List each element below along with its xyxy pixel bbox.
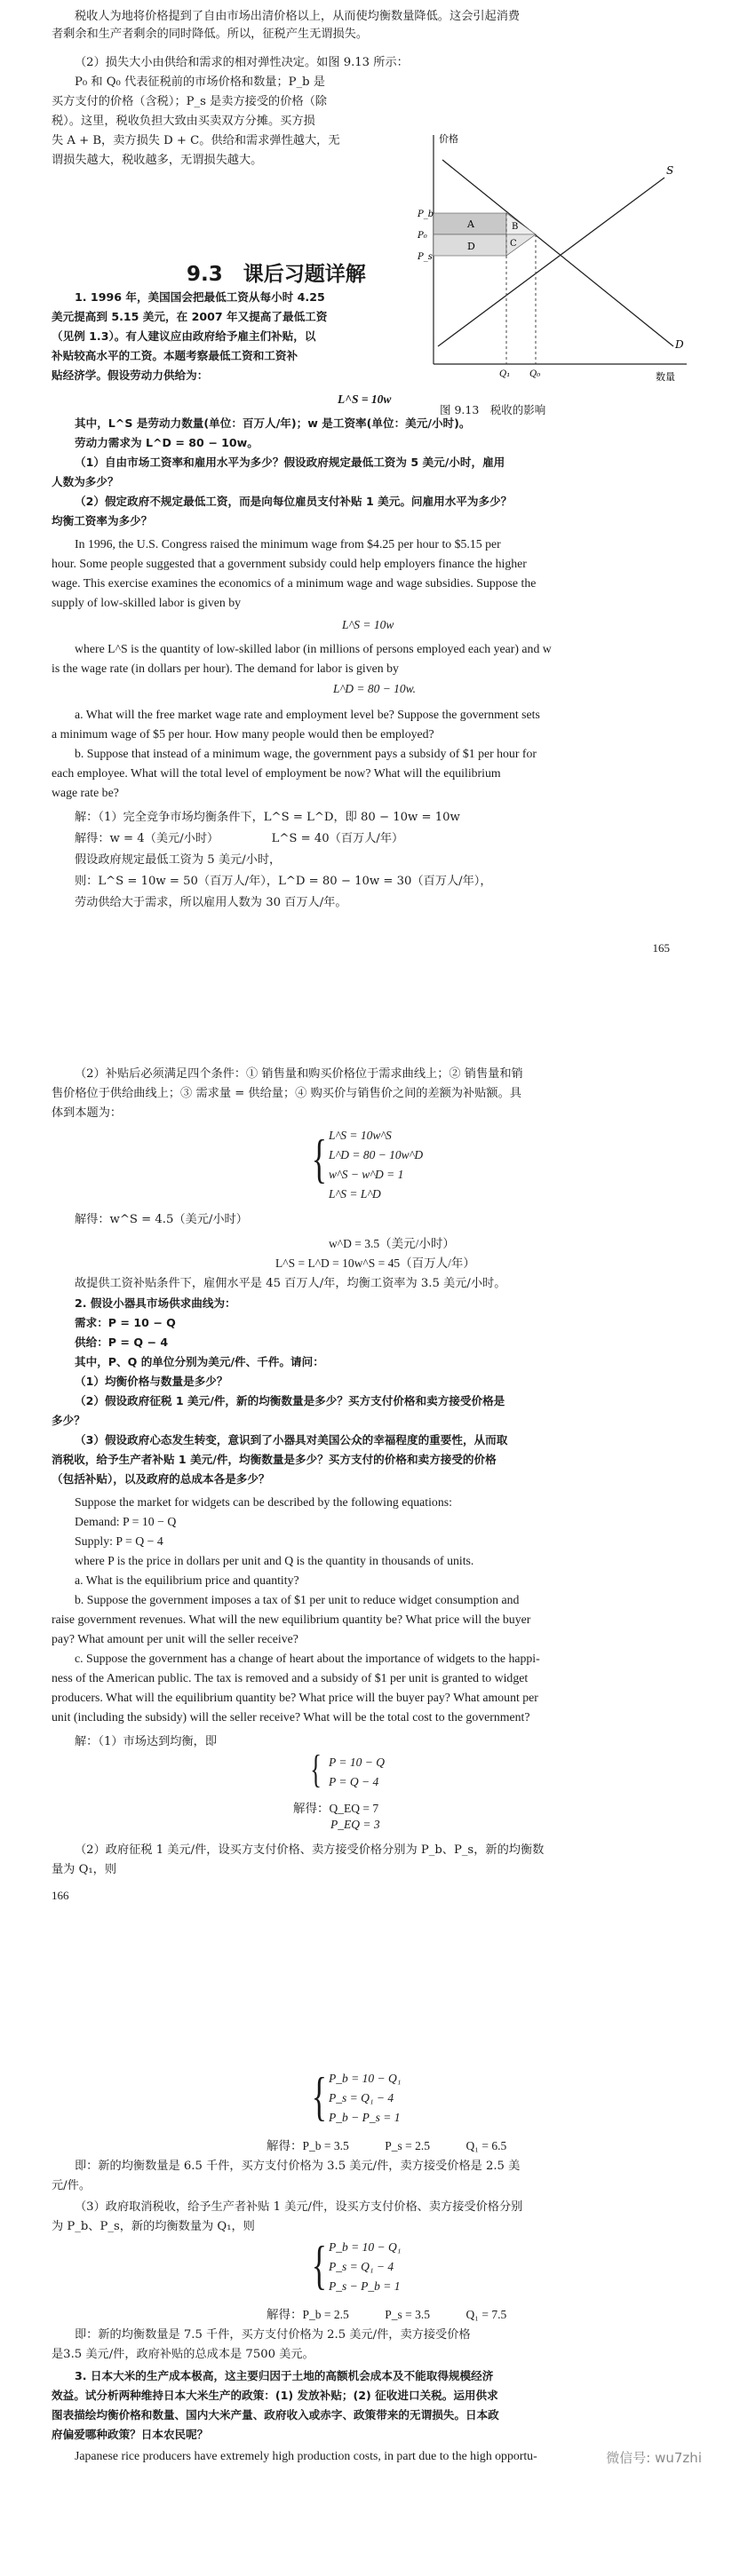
equation: L^D = 80 − 10w. <box>333 682 417 695</box>
text-line: （包括补贴），以及政府的总成本各是多少？ <box>52 1472 270 1486</box>
text-line: （2）假定政府不规定最低工资，而是向每位雇员支付补贴 1 美元。问雇用水平为多少？ <box>75 495 513 508</box>
ps-label: P_s <box>418 252 433 262</box>
equation: 解得：P_b = 3.5 P_s = 2.5 Q₁ = 6.5 <box>267 2139 507 2152</box>
brace: { <box>311 2067 328 2126</box>
text-line: 故提供工资补贴条件下，雇佣水平是 45 百万人/年，均衡工资率为 3.5 美元/小时。 <box>75 1277 506 1290</box>
text-line: （3）假设政府心态发生转变，意识到了小器具对美国公众的幸福程度的重要性，从而取 <box>75 1433 508 1447</box>
text-line: （2）损失大小由供给和需求的相对弹性决定。如图 9.13 所示： <box>75 56 409 69</box>
equation: L^S = 10w <box>342 618 394 631</box>
page-gap <box>0 2038 732 2065</box>
text-line: 元/件。 <box>52 2179 92 2192</box>
supply-curve <box>438 178 664 346</box>
demand-label: D <box>675 338 684 351</box>
text-line: each employee. What will the total level of employment be now? What will the equilibrium <box>52 766 501 780</box>
text-line: 谓损失越大，税收越多，无谓损失越大。 <box>52 154 263 167</box>
text-line: 多少？ <box>52 1414 85 1427</box>
text-line: is the wage rate (in dollars per hour). The demand for labor is given by <box>52 662 399 675</box>
text-line: In 1996, the U.S. Congress raised the minimum wage from $4.25 per hour to $5.15 per <box>75 537 501 551</box>
page-number: 166 <box>52 1889 69 1902</box>
text-line: （1）均衡价格与数量是多少？ <box>75 1375 228 1388</box>
equation: P = 10 − Q <box>329 1756 385 1769</box>
equation: P_EQ = 3 <box>330 1818 380 1831</box>
text-line: 即：新的均衡数量是 6.5 千件，买方支付价格为 3.5 美元/件，卖方接受价格是 2.5 美 <box>75 2160 521 2173</box>
text-line: 体到本题为： <box>52 1106 123 1120</box>
q0-label: Q₀ <box>529 369 541 379</box>
text-line: wage rate be? <box>52 786 119 799</box>
text-line: 其中，P、Q 的单位分别为美元/件、千件。请问： <box>75 1355 324 1368</box>
equation: P_s = Q₁ − 4 <box>329 2091 394 2104</box>
equation: L^S = L^D = 10w^S = 45（百万人/年） <box>275 1256 475 1270</box>
text-line: unit (including the subsidy) will the seller receive? What will be the total cost to the government? <box>52 1710 530 1724</box>
text-line: （2）补贴后必须满足四个条件：① 销售量和购买价格位于需求曲线上；② 销售量和销 <box>75 1067 523 1081</box>
text-line: 需求：P = 10 − Q <box>75 1316 176 1329</box>
equation: P_s − P_b = 1 <box>329 2279 401 2293</box>
text-line: （见例 1.3）。有人建议应由政府给予雇主们补贴，以 <box>52 329 316 343</box>
text-line: 为 P_b、P_s，新的均衡数量为 Q₁，则 <box>52 2220 255 2233</box>
equation: 解得：P_b = 2.5 P_s = 3.5 Q₁ = 7.5 <box>267 2308 507 2321</box>
text-line: b. Suppose the government imposes a tax of $1 per unit to reduce widget consumption and <box>75 1593 520 1606</box>
page-166 <box>0 1061 732 2038</box>
text-line: Demand: P = 10 − Q <box>75 1515 177 1528</box>
text-line: 解：（1）市场达到均衡，即 <box>75 1735 218 1748</box>
text-line: 3. 日本大米的生产成本极高，这主要归因于土地的高额机会成本及不能取得规模经济 <box>75 2369 494 2382</box>
text-line: 劳动力需求为 L^D = 80 − 10w。 <box>75 436 259 449</box>
text-line: b. Suppose that instead of a minimum wage, the government pays a subsidy of $1 per hour for <box>75 747 537 760</box>
text-line: （2）假设政府征税 1 美元/件，新的均衡数量是多少？买方支付价格和卖方接受价格是 <box>75 1394 505 1407</box>
text-line: 劳动供给大于需求，所以雇用人数为 30 百万人/年。 <box>75 896 347 909</box>
area-d-label: D <box>467 241 475 252</box>
text-line: 失 A + B，卖方损失 D + C。供给和需求弹性越大，无 <box>52 134 340 147</box>
text-line: 量为 Q₁，则 <box>52 1863 117 1876</box>
text-line: Supply: P = Q − 4 <box>75 1534 163 1548</box>
text-line: 假设政府规定最低工资为 5 美元/小时， <box>75 853 282 867</box>
equation: P_s = Q₁ − 4 <box>329 2260 394 2273</box>
page-gap <box>0 1034 732 1061</box>
brace: { <box>311 1129 328 1188</box>
x-axis-label: 数量 <box>656 371 675 383</box>
equation: w^S − w^D = 1 <box>329 1168 404 1181</box>
text-line: 均衡工资率为多少？ <box>52 514 153 527</box>
text-line: 解得：w = 4（美元/小时） L^S = 40（百万人/年） <box>75 832 404 845</box>
watermark: 微信号: wu7zhi <box>602 2446 705 2469</box>
text-line: 税收人为地将价格提到了自由市场出清价格以上，从而使均衡数量降低。这会引起消费 <box>75 10 521 23</box>
figure-caption: 图 9.13 税收的影响 <box>440 403 546 416</box>
text-line: raise government revenues. What will the new equilibrium quantity be? What price will the buyer <box>52 1613 531 1626</box>
text-line: P₀ 和 Q₀ 代表征税前的市场价格和数量；P_b 是 <box>75 75 325 89</box>
text-line: a. What will the free market wage rate and employment level be? Suppose the government sets <box>75 708 540 721</box>
equation: L^D = 80 − 10w^D <box>329 1148 424 1161</box>
text-line: 贴经济学。假设劳动力供给为： <box>52 369 209 382</box>
equation: w^D = 3.5（美元/小时） <box>329 1237 455 1250</box>
text-line: c. Suppose the government has a change of heart about the importance of widgets to the happi- <box>75 1652 540 1665</box>
text-line: ness of the American public. The tax is removed and a subsidy of $1 per unit is granted to widget <box>52 1671 529 1684</box>
text-line: 税）。这里，税收负担大致由买卖双方分摊。买方损 <box>52 115 315 128</box>
text-line: where P is the price in dollars per unit and Q is the quantity in thousands of units. <box>75 1554 474 1567</box>
text-line: 2. 假设小器具市场供求曲线为： <box>75 1296 236 1310</box>
y-axis-label: 价格 <box>439 133 458 145</box>
text-line: 即：新的均衡数量是 7.5 千件，买方支付价格为 2.5 美元/件，卖方接受价格 <box>75 2328 471 2342</box>
q1-label: Q₁ <box>499 369 511 379</box>
text-line: pay? What amount per unit will the seller receive? <box>52 1632 298 1645</box>
equation: P_b = 10 − Q₁ <box>329 2072 402 2085</box>
area-b <box>506 213 536 234</box>
page-number: 165 <box>652 941 670 955</box>
text-line: a minimum wage of $5 per hour. How many people would then be employed? <box>52 727 434 741</box>
pb-label: P_b <box>418 210 434 219</box>
page-167 <box>0 2065 732 2576</box>
brace: { <box>310 1748 322 1791</box>
text-line: 者剩余和生产者剩余的同时降低。所以，征税产生无谓损失。 <box>52 28 369 41</box>
area-c-label: C <box>510 239 517 249</box>
text-line: producers. What will the equilibrium quantity be? What price will the buyer pay? What amount per <box>52 1691 538 1704</box>
text-line: 其中，L^S 是劳动力数量(单位：百万人/年)；w 是工资率(单位：美元/小时)。 <box>75 416 471 430</box>
supply-label: S <box>666 164 674 177</box>
equation: L^S = L^D <box>329 1187 381 1201</box>
p0-label: P₀ <box>418 231 427 241</box>
text-line: 则：L^S = 10w = 50（百万人/年），L^D = 80 − 10w = 30（百万人/年）， <box>75 875 492 888</box>
text-line: Japanese rice producers have extremely high production costs, in part due to the high opportu- <box>75 2449 537 2462</box>
text-line: where L^S is the quantity of low-skilled labor (in millions of persons employed each year) and w <box>75 642 552 655</box>
text-line: 供给：P = Q − 4 <box>75 1336 169 1349</box>
page-165 <box>0 0 732 1034</box>
area-b-label: B <box>512 222 519 232</box>
text-line: a. What is the equilibrium price and quantity? <box>75 1573 299 1587</box>
tax-effect-figure <box>398 124 691 391</box>
text-line: （3）政府取消税收，给予生产者补贴 1 美元/件，设买方支付价格、卖方接受价格分别 <box>75 2200 523 2214</box>
brace: { <box>311 2236 328 2295</box>
text-line: hour. Some people suggested that a government subsidy could help employers finance the higher <box>52 557 527 570</box>
text-line: wage. This exercise examines the economics of a minimum wage and wage subsidies. Suppose the <box>52 576 537 590</box>
text-line: Suppose the market for widgets can be described by the following equations: <box>75 1495 452 1509</box>
text-line: 解得：w^S = 4.5（美元/小时） <box>75 1213 248 1226</box>
text-line: 是3.5 美元/件，政府补贴的总成本是 7500 美元。 <box>52 2348 314 2361</box>
text-line: 图表描绘均衡价格和数量、国内大米产量、政府收入或赤字、政策带来的无谓损失。日本政 <box>52 2408 499 2421</box>
equation: P_b = 10 − Q₁ <box>329 2240 402 2254</box>
equation: P = Q − 4 <box>329 1775 379 1788</box>
text-line: （1）自由市场工资率和雇用水平为多少？假设政府规定最低工资为 5 美元/小时，雇用 <box>75 456 505 469</box>
text-line: 解：（1）完全竞争市场均衡条件下，L^S = L^D，即 80 − 10w = 10w <box>75 811 460 824</box>
text-line: 府偏爱哪种政策？日本农民呢？ <box>52 2428 209 2441</box>
text-line: 补贴较高水平的工资。本题考察最低工资和工资补 <box>52 349 298 362</box>
text-line: 人数为多少？ <box>52 475 119 488</box>
text-line: 美元提高到 5.15 美元，在 2007 年又提高了最低工资 <box>52 310 328 323</box>
text-line: 售价格位于供给曲线上；③ 需求量 = 供给量；④ 购买价与销售价之间的差额为补贴额。具 <box>52 1087 521 1100</box>
text-line: 买方支付的价格（含税）；P_s 是卖方接受的价格（除 <box>52 95 327 108</box>
text-line: 1. 1996 年，美国国会把最低工资从每小时 4.25 <box>75 290 325 304</box>
equation: 解得：Q_EQ = 7 <box>293 1802 379 1815</box>
text-line: （2）政府征税 1 美元/件，设买方支付价格、卖方接受价格分别为 P_b、P_s，新的均衡数 <box>75 1843 545 1857</box>
section-title: 9.3 课后习题详解 <box>187 263 366 286</box>
text-line: 效益。试分析两种维持日本大米生产的政策：(1) 发放补贴；(2) 征收进口关税。运用供求 <box>52 2389 498 2402</box>
equation: L^S = 10w <box>338 392 392 406</box>
area-a-label: A <box>467 218 474 230</box>
text-line: supply of low-skilled labor is given by <box>52 596 242 609</box>
equation: L^S = 10w^S <box>329 1129 392 1142</box>
text-line: 消税收，给予生产者补贴 1 美元/件，均衡数量是多少？买方支付的价格和卖方接受的价格 <box>52 1453 497 1466</box>
equation: P_b − P_s = 1 <box>329 2111 401 2124</box>
